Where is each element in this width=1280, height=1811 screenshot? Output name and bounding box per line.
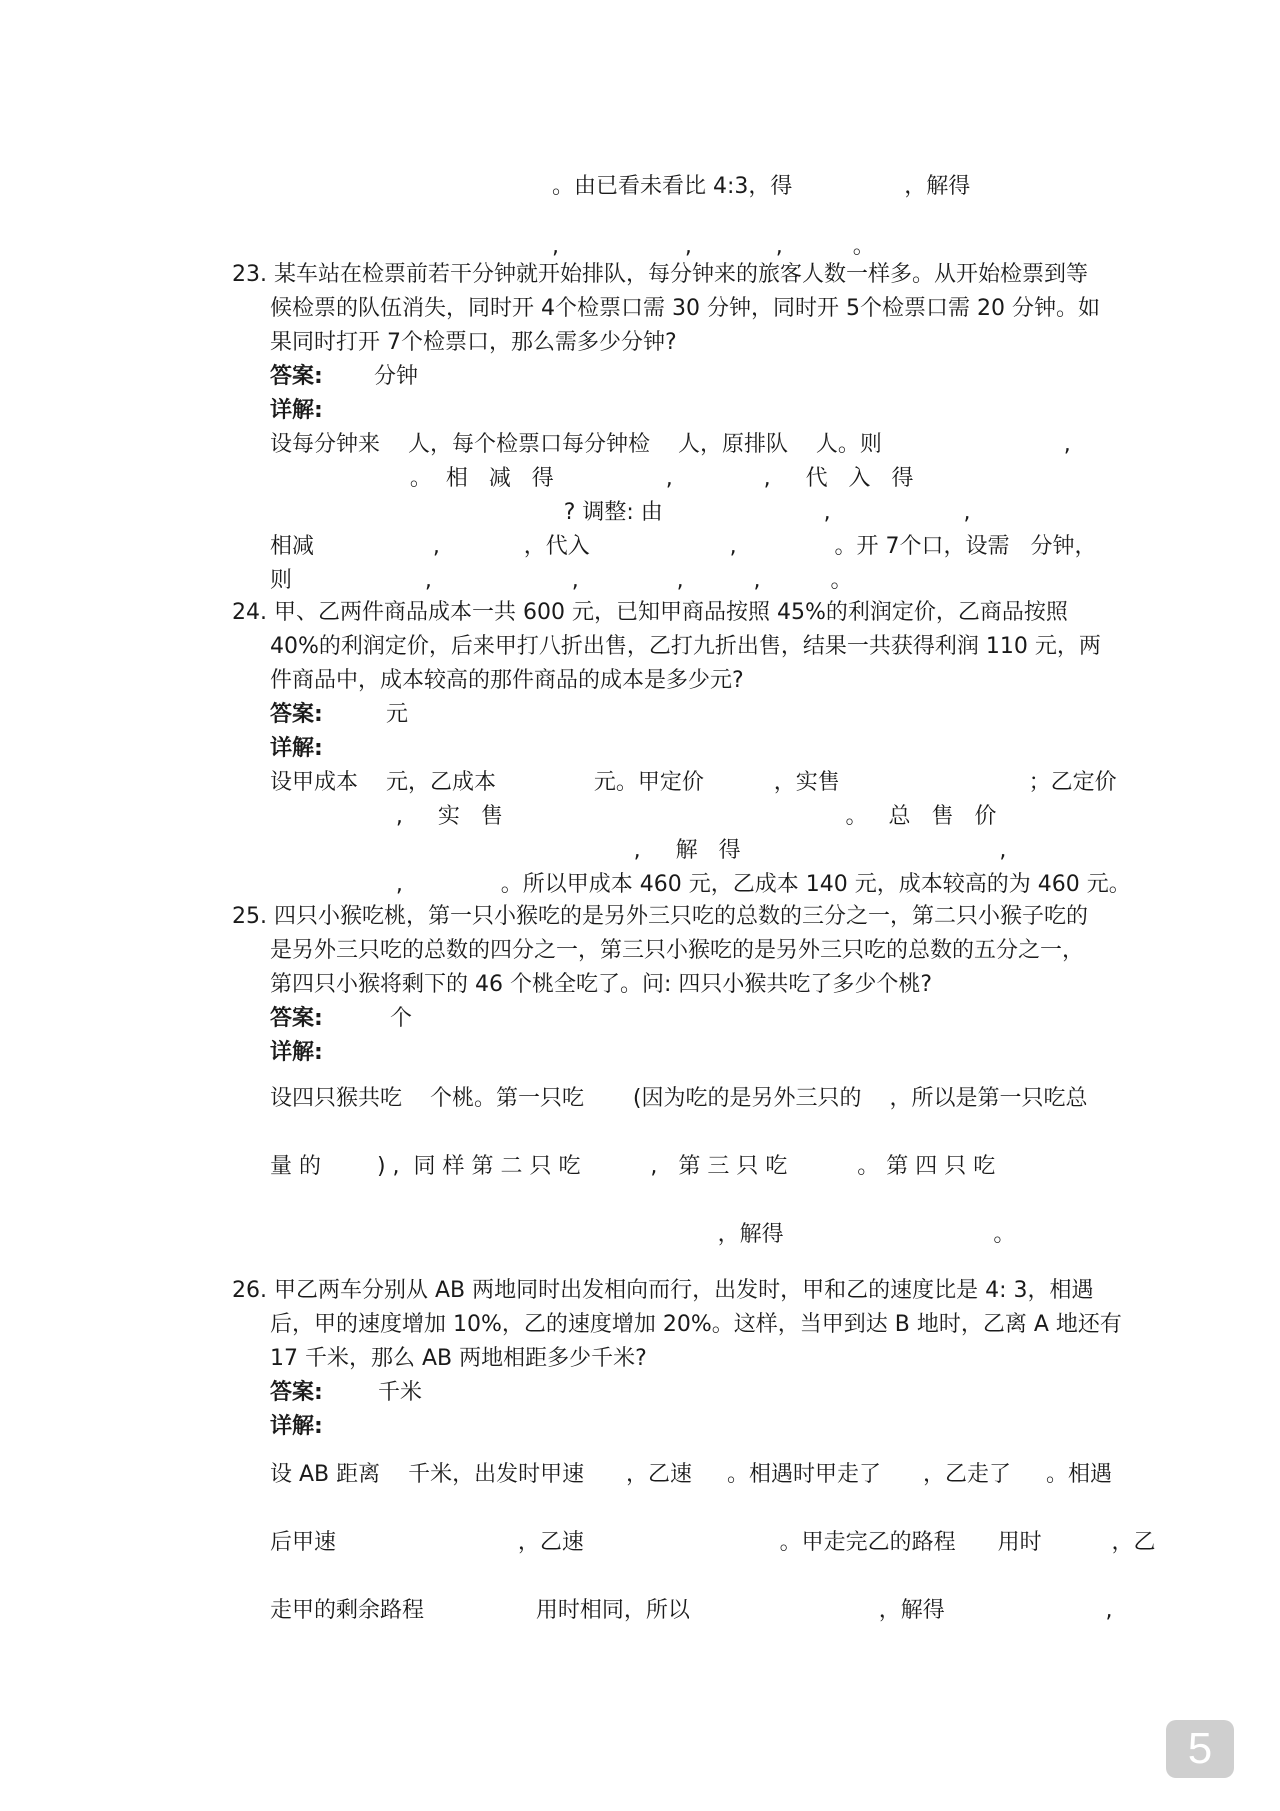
q26-detail-line-3: 走甲的剩余路程 用时相同，所以 ，解得 ,: [270, 1598, 1113, 1623]
q23-detail-line-5: 则 , , , , 。: [270, 568, 853, 593]
q23-answer-label: 答案:: [270, 364, 323, 389]
q23-detail-line-3: ? 调整: 由 , ,: [270, 500, 971, 525]
q23-detail-line-2: 。 相 减 得 , , 代 入 得: [270, 466, 914, 491]
q24-detail-line-2: , 实 售 。 总 售 价: [270, 804, 997, 829]
q26-text-line-1: 26. 甲乙两车分别从 AB 两地同时出发相向而行，出发时，甲和乙的速度比是 4: 3，相遇: [232, 1278, 1094, 1303]
q26-text-line-3: 17 千米，那么 AB 两地相距多少千米?: [270, 1346, 647, 1371]
q26-answer-label: 答案:: [270, 1380, 323, 1405]
q24-detail-line-1: 设甲成本 元，乙成本 元。甲定价 ，实售 ；乙定价: [270, 770, 1117, 795]
q23-detail-line-1: 设每分钟来 人，每个检票口每分钟检 人，原排队 人。则 ,: [270, 432, 1071, 457]
q25-answer-label: 答案:: [270, 1006, 323, 1031]
q23-answer-value: 分钟: [374, 364, 419, 389]
prev-solution-line-2: , , , 。: [552, 234, 875, 259]
q23-detail-label: 详解:: [270, 398, 323, 423]
q25-text-line-3: 第四只小猴将剩下的 46 个桃全吃了。问: 四只小猴共吃了多少个桃?: [270, 972, 933, 997]
q25-detail-line-2: 量 的 ) , 同 样 第 二 只 吃 , 第 三 只 吃 。 第 四 只 吃: [270, 1154, 996, 1179]
q24-text-line-3: 件商品中，成本较高的那件商品的成本是多少元?: [270, 668, 744, 693]
q24-detail-label: 详解:: [270, 736, 323, 761]
q26-detail-label: 详解:: [270, 1414, 323, 1439]
q25-text-line-1: 25. 四只小猴吃桃，第一只小猴吃的是另外三只吃的总数的三分之一，第二只小猴子吃的: [232, 904, 1088, 929]
q24-detail-line-4: , 。所以甲成本 460 元，乙成本 140 元，成本较高的为 460 元。: [270, 872, 1131, 897]
q25-detail-line-1: 设四只猴共吃 个桃。第一只吃 (因为吃的是另外三只的 ，所以是第一只吃总: [270, 1086, 1088, 1111]
q24-detail-line-3: , 解 得 ,: [270, 838, 1007, 863]
q26-detail-line-1: 设 AB 距离 千米，出发时甲速 ，乙速 。相遇时甲走了 ，乙走了 。相遇: [270, 1462, 1112, 1487]
q26-text-line-2: 后，甲的速度增加 10%，乙的速度增加 20%。这样，当甲到达 B 地时，乙离 A 地还有: [270, 1312, 1122, 1337]
prev-solution-line-1: 。由已看未看比 4:3，得 ，解得: [552, 174, 971, 199]
q25-detail-label: 详解:: [270, 1040, 323, 1065]
q23-detail-line-4: 相减 , ，代入 , 。开 7个口，设需 分钟，: [270, 534, 1097, 559]
q23-text-line-3: 果同时打开 7个检票口，那么需多少分钟?: [270, 330, 677, 355]
q24-text-line-2: 40%的利润定价，后来甲打八折出售，乙打九折出售，结果一共获得利润 110 元，两: [270, 634, 1101, 659]
q25-text-line-2: 是另外三只吃的总数的四分之一，第三只小猴吃的是另外三只吃的总数的五分之一，: [270, 938, 1085, 963]
q24-text-line-1: 24. 甲、乙两件商品成本一共 600 元，已知甲商品按照 45%的利润定价，乙商品按照: [232, 600, 1068, 625]
q24-answer-label: 答案:: [270, 702, 323, 727]
q23-text-line-2: 候检票的队伍消失，同时开 4个检票口需 30 分钟，同时开 5个检票口需 20 分钟。如: [270, 296, 1100, 321]
q23-text-line-1: 23. 某车站在检票前若干分钟就开始排队，每分钟来的旅客人数一样多。从开始检票到等: [232, 262, 1088, 287]
page-number-badge: 5: [1166, 1720, 1234, 1778]
q26-answer-value: 千米: [378, 1380, 423, 1405]
q24-answer-value: 元: [386, 702, 409, 727]
q25-detail-line-3: ，解得 。: [270, 1222, 1016, 1247]
q25-answer-value: 个: [390, 1006, 413, 1031]
q26-detail-line-2: 后甲速 ，乙速 。甲走完乙的路程 用时 ，乙: [270, 1530, 1156, 1555]
